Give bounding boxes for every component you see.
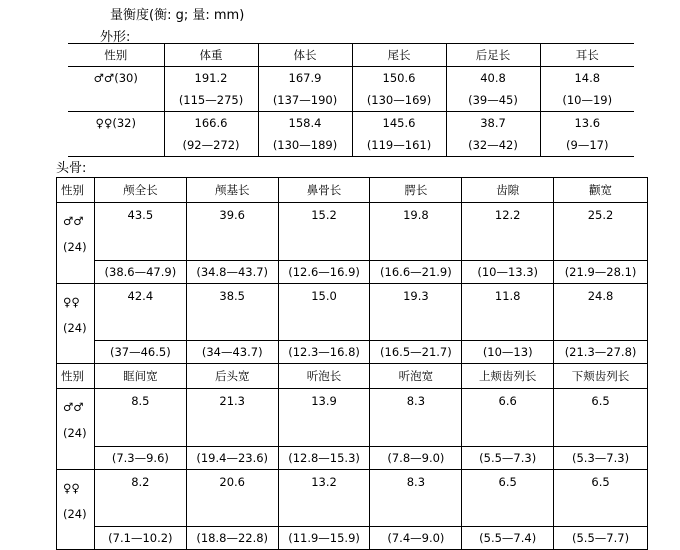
header-cell: 后足长 <box>446 44 540 67</box>
header-cell: 上颊齿列长 <box>462 364 554 389</box>
skull-section-label: 头骨: <box>56 161 87 176</box>
group-label <box>57 203 95 261</box>
range-cell: (10—13.3) <box>462 260 554 283</box>
range-cell: (137—190) <box>258 89 352 112</box>
range-cell: (5.5—7.7) <box>554 527 648 550</box>
mean-cell: 21.3 <box>186 389 278 447</box>
header-cell: 听泡宽 <box>370 364 462 389</box>
header-cell: 颅基长 <box>186 178 278 203</box>
table-row <box>57 260 648 283</box>
header-cell: 性别 <box>57 364 95 389</box>
mean-cell: 158.4 <box>258 112 352 135</box>
mean-cell: 15.0 <box>278 283 370 341</box>
range-cell: (130—189) <box>258 134 352 157</box>
mean-cell: 150.6 <box>352 67 446 90</box>
sex-label: ♀♀ <box>63 294 80 309</box>
group-label: ♀♀(32) <box>68 112 164 157</box>
range-cell: (38.6—47.9) <box>94 260 186 283</box>
group-label <box>57 389 95 447</box>
range-cell: (21.3—27.8) <box>554 341 648 364</box>
mean-cell: 38.5 <box>186 283 278 341</box>
mean-cell: 38.7 <box>446 112 540 135</box>
range-cell: (39—45) <box>446 89 540 112</box>
range-cell: (12.6—16.9) <box>278 260 370 283</box>
table-row <box>57 341 648 364</box>
range-cell: (34.8—43.7) <box>186 260 278 283</box>
mean-cell: 8.5 <box>94 389 186 447</box>
mean-cell: 6.6 <box>462 389 554 447</box>
group-label <box>57 283 95 341</box>
range-cell: (18.8—22.8) <box>186 527 278 550</box>
header-cell: 体长 <box>258 44 352 67</box>
range-cell: (119—161) <box>352 134 446 157</box>
range-cell: (7.3—9.6) <box>94 446 186 469</box>
group-label-continuation <box>57 446 95 469</box>
header-cell: 性别 <box>68 44 164 67</box>
range-cell: (115—275) <box>164 89 258 112</box>
table-row <box>68 112 634 135</box>
range-cell: (16.6—21.9) <box>370 260 462 283</box>
range-cell: (10—19) <box>540 89 634 112</box>
mean-cell: 13.2 <box>278 469 370 527</box>
mean-cell: 6.5 <box>462 469 554 527</box>
mean-cell: 19.8 <box>370 203 462 261</box>
header-cell: 后头宽 <box>186 364 278 389</box>
table-row <box>57 446 648 469</box>
range-cell: (7.4—9.0) <box>370 527 462 550</box>
table-header-row <box>57 178 648 203</box>
range-cell: (10—13) <box>462 341 554 364</box>
external-measurements-table <box>68 43 634 157</box>
document-title: 量衡度(衡: g; 量: mm) <box>110 8 245 23</box>
range-cell: (7.8—9.0) <box>370 446 462 469</box>
header-cell: 下颊齿列长 <box>554 364 648 389</box>
mean-cell: 6.5 <box>554 469 648 527</box>
sex-label: ♀♀ <box>63 480 80 495</box>
skull-measurements-table <box>56 177 648 550</box>
range-cell: (5.3—7.3) <box>554 446 648 469</box>
header-cell: 性别 <box>57 178 95 203</box>
range-cell: (37—46.5) <box>94 341 186 364</box>
group-label-continuation <box>57 341 95 364</box>
mean-cell: 8.3 <box>370 469 462 527</box>
mean-cell: 39.6 <box>186 203 278 261</box>
range-cell: (130—169) <box>352 89 446 112</box>
range-cell: (9—17) <box>540 134 634 157</box>
header-cell: 耳长 <box>540 44 634 67</box>
range-cell: (92—272) <box>164 134 258 157</box>
mean-cell: 15.2 <box>278 203 370 261</box>
range-cell: (32—42) <box>446 134 540 157</box>
range-cell: (7.1—10.2) <box>94 527 186 550</box>
range-cell: (12.8—15.3) <box>278 446 370 469</box>
range-cell: (5.5—7.4) <box>462 527 554 550</box>
table-row <box>57 283 648 341</box>
mean-cell: 19.3 <box>370 283 462 341</box>
range-cell: (12.3—16.8) <box>278 341 370 364</box>
mean-cell: 42.4 <box>94 283 186 341</box>
header-cell: 齿隙 <box>462 178 554 203</box>
header-cell: 听泡长 <box>278 364 370 389</box>
header-cell: 颅全长 <box>94 178 186 203</box>
mean-cell: 13.6 <box>540 112 634 135</box>
mean-cell: 166.6 <box>164 112 258 135</box>
range-cell: (19.4—23.6) <box>186 446 278 469</box>
range-cell: (5.5—7.3) <box>462 446 554 469</box>
sample-size: (24) <box>63 320 87 335</box>
sample-size: (24) <box>63 506 87 521</box>
sex-label: ♂♂ <box>63 214 84 228</box>
table-row <box>68 67 634 90</box>
mean-cell: 145.6 <box>352 112 446 135</box>
table-header-row <box>68 44 634 67</box>
header-cell: 眶间宽 <box>94 364 186 389</box>
table-row <box>57 203 648 261</box>
table-header-row <box>57 364 648 389</box>
table-row <box>57 527 648 550</box>
range-cell: (34—43.7) <box>186 341 278 364</box>
mean-cell: 8.3 <box>370 389 462 447</box>
mean-cell: 25.2 <box>554 203 648 261</box>
header-cell: 颧宽 <box>554 178 648 203</box>
mean-cell: 24.8 <box>554 283 648 341</box>
header-cell: 鼻骨长 <box>278 178 370 203</box>
mean-cell: 20.6 <box>186 469 278 527</box>
mean-cell: 167.9 <box>258 67 352 90</box>
group-label-continuation <box>57 527 95 550</box>
mean-cell: 191.2 <box>164 67 258 90</box>
header-cell: 尾长 <box>352 44 446 67</box>
range-cell: (21.9—28.1) <box>554 260 648 283</box>
range-cell: (11.9—15.9) <box>278 527 370 550</box>
header-cell: 体重 <box>164 44 258 67</box>
mean-cell: 6.5 <box>554 389 648 447</box>
group-label: ♂♂(30) <box>68 67 164 112</box>
sample-size: (24) <box>63 240 87 254</box>
group-label-continuation <box>57 260 95 283</box>
header-cell: 腭长 <box>370 178 462 203</box>
external-section-label: 外形: <box>100 30 131 45</box>
mean-cell: 40.8 <box>446 67 540 90</box>
mean-cell: 11.8 <box>462 283 554 341</box>
mean-cell: 43.5 <box>94 203 186 261</box>
mean-cell: 12.2 <box>462 203 554 261</box>
sample-size: (24) <box>63 426 87 440</box>
range-cell: (16.5—21.7) <box>370 341 462 364</box>
table-row <box>57 389 648 447</box>
mean-cell: 8.2 <box>94 469 186 527</box>
sex-label: ♂♂ <box>63 400 84 414</box>
mean-cell: 13.9 <box>278 389 370 447</box>
mean-cell: 14.8 <box>540 67 634 90</box>
